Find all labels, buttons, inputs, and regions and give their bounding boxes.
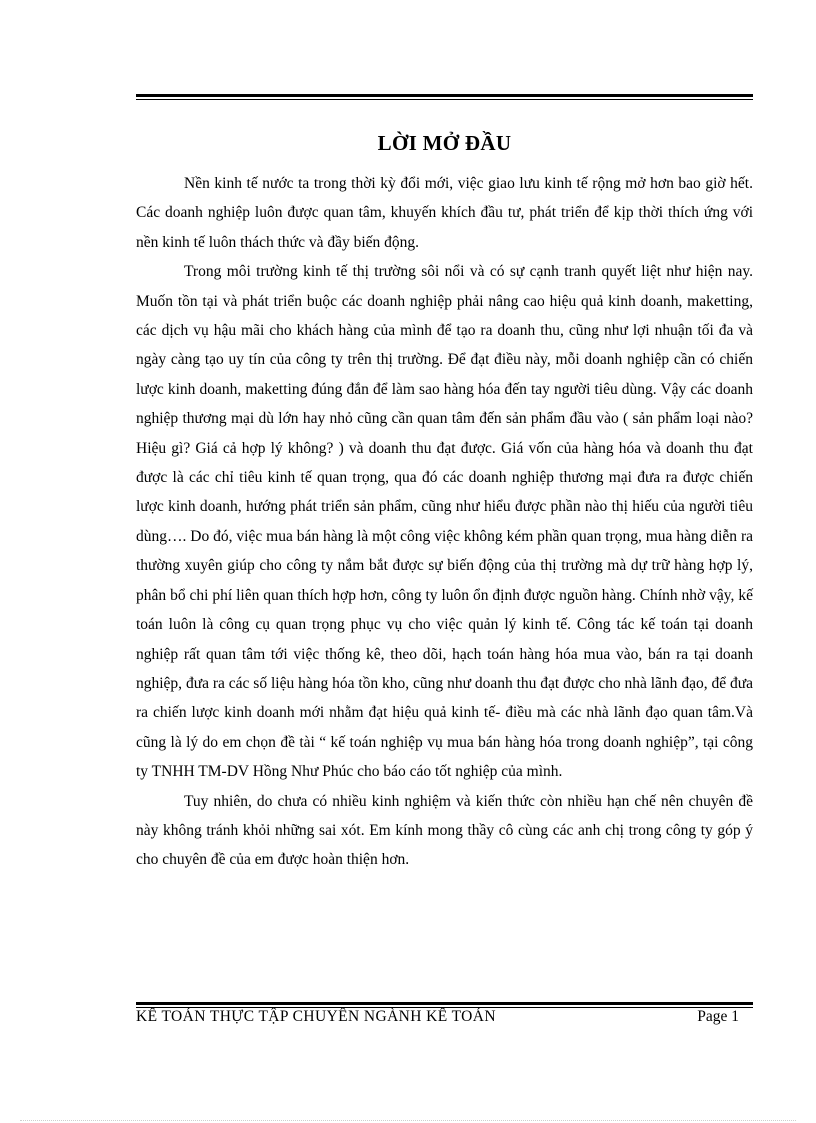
footer-title: KẾ TOÁN THỰC TẬP CHUYÊN NGÀNH KẾ TOÁN xyxy=(136,1008,496,1025)
page-bottom-edge xyxy=(20,1120,796,1121)
document-body xyxy=(136,169,753,875)
page-number: Page 1 xyxy=(697,1008,739,1025)
paragraph-main: Trong môi trường kinh tế thị trường sôi nổi và có sự cạnh tranh quyết liệt như hiện nay. Muốn tồn tại và phát triển buộc các doanh nghiệp phải nâng cao hiệu quả kinh doanh, maketting, các dịch vụ hậu mãi cho khách hàng của mình để tạo ra doanh thu, cũng như lợi nhuận tối đa và ngày càng tạo uy tín của công ty trên thị trường. Để đạt điều này, mỗi doanh nghiệp cần có chiến lược kinh doanh, maketting đúng đắn để làm sao hàng hóa đến tay người tiêu dùng. Vậy các doanh nghiệp thương mại dù lớn hay nhỏ cũng cần quan tâm đến sản phẩm đầu vào ( sản phẩm loại nào? Hiệu gì? Giá cả hợp lý không? ) và doanh thu đạt được. Giá vốn của hàng hóa và doanh thu đạt được là các chỉ tiêu kinh tế quan trọng, qua đó các doanh nghiệp thương mại đưa ra được chiến lược kinh doanh, hướng phát triển sản phẩm, cũng như hiểu được phần nào thị hiếu của người tiêu dùng…. Do đó, việc mua bán hàng là một công việc không kém phần quan trọng, mua hàng diễn ra thường xuyên giúp cho công ty nắm bắt được sự biến động của thị trường mà dự trữ hàng hợp lý, phân bổ chi phí liên quan thích hợp hơn, công ty luôn ổn định được nguồn hàng. Chính nhờ vậy, kế toán luôn là công cụ quan trọng phục vụ cho việc quản lý kinh tế. Công tác kế toán tại doanh nghiệp rất quan tâm tới việc thống kê, theo dõi, hạch toán hàng hóa mua vào, bán ra tại doanh nghiệp, đưa ra các số liệu hàng hóa tồn kho, cũng như doanh thu đạt được cho nhà lãnh đạo, để đưa ra chiến lược kinh doanh mới nhằm đạt hiệu quả kinh tế- điều mà các nhà lãnh đạo quan tâm.Và cũng là lý do em chọn đề tài “ kế toán nghiệp vụ mua bán hàng hóa trong doanh nghiệp”, tại công ty TNHH TM-DV Hồng Như Phúc cho báo cáo tốt nghiệp của mình. xyxy=(136,263,753,781)
paragraph-intro: Nền kinh tế nước ta trong thời kỳ đổi mới, việc giao lưu kinh tế rộng mở hơn bao giờ hết. Các doanh nghiệp luôn được quan tâm, khuyến khích đầu tư, phát triển để kịp thời thích ứng với nền kinh tế luôn thách thức và đầy biến động. xyxy=(136,175,753,251)
page-title: LỜI MỞ ĐẦU xyxy=(377,131,512,155)
paragraph-closing: Tuy nhiên, do chưa có nhiều kinh nghiệm và kiến thức còn nhiều hạn chế nên chuyên đề này không tránh khỏi những sai xót. Em kính mong thầy cô cùng các anh chị trong công ty góp ý cho chuyên đề của em được hoàn thiện hơn. xyxy=(136,792,753,869)
footer-double-rule xyxy=(136,1002,753,1005)
header-double-rule xyxy=(136,94,753,97)
